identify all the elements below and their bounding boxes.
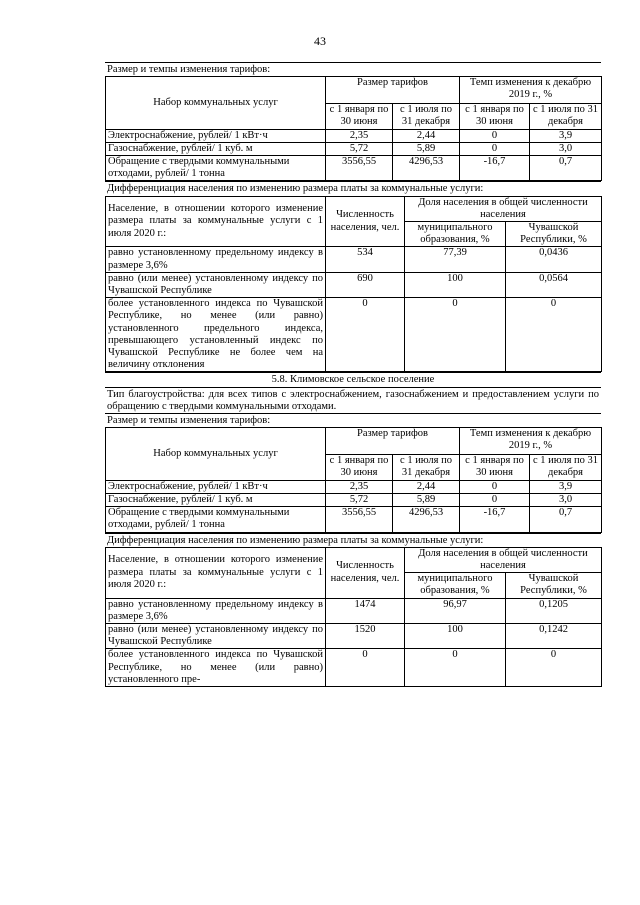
col-service-header: Набор коммунальных услуг [106,77,326,129]
sub-republic-header: Чувашской Республики, % [506,573,602,598]
section-title: 5.8. Климовское сельское поселение [105,372,601,386]
tariff-heading: Размер и темпы изменения тарифов: [105,413,601,427]
rate-value: 3,0 [530,493,602,506]
col-count-header: Численность населения, чел. [326,547,405,598]
tariff-heading: Размер и темпы изменения тарифов: [105,62,601,76]
col-size-header: Размер тарифов [326,77,460,104]
republic-share: 0,1205 [506,598,602,623]
population-label: равно (или менее) установленному индексу по Чувашской Республике [106,623,326,648]
rate-value: 3,9 [530,480,602,493]
population-label: равно (или менее) установленному индексу по Чувашской Республике [106,272,326,297]
tariff-table [105,76,602,181]
sub-municipal-header: муниципального образования, % [405,573,506,598]
table-row [106,129,602,142]
rate-value: 0,7 [530,156,602,181]
population-count: 1520 [326,623,405,648]
tariff-value: 2,35 [326,129,393,142]
municipal-share: 100 [405,272,506,297]
col-rate-header: Темп изменения к декабрю 2019 г., % [460,77,602,104]
sub-jan-header: с 1 января по 30 июня [460,104,530,129]
diff-heading: Дифференциация населения по изменению размера платы за коммунальные услуги: [105,533,601,547]
population-table [105,547,602,687]
rate-value: 0,7 [530,507,602,532]
rate-value: 0 [460,493,530,506]
municipal-share: 77,39 [405,247,506,272]
tariff-value: 2,44 [393,129,460,142]
population-count: 1474 [326,598,405,623]
rate-value: 0 [460,142,530,155]
table-row [106,298,602,372]
sub-municipal-header: муниципального образования, % [405,222,506,247]
service-name: Газоснабжение, рублей/ 1 куб. м [106,493,326,506]
service-name: Газоснабжение, рублей/ 1 куб. м [106,142,326,155]
col-service-header: Набор коммунальных услуг [106,428,326,480]
rate-value: -16,7 [460,156,530,181]
service-name: Электроснабжение, рублей/ 1 кВт·ч [106,129,326,142]
sub-republic-header: Чувашской Республики, % [506,222,602,247]
table-row [106,480,602,493]
service-name: Обращение с твердыми коммунальными отходами, рублей/ 1 тонна [106,156,326,181]
sub-jan-header: с 1 января по 30 июня [460,455,530,480]
republic-share: 0,0436 [506,247,602,272]
col-count-header: Численность населения, чел. [326,196,405,247]
table-row [106,507,602,532]
rate-value: 0 [460,480,530,493]
rate-value: 3,0 [530,142,602,155]
col-rate-header: Темп изменения к декабрю 2019 г., % [460,428,602,455]
table-row [106,493,602,506]
sub-jul-header: с 1 июля по 31 декабря [393,455,460,480]
population-count: 0 [326,298,405,372]
sub-jul-header: с 1 июля по 31 декабря [530,104,602,129]
diff-heading: Дифференциация населения по изменению размера платы за коммунальные услуги: [105,181,601,195]
population-count: 534 [326,247,405,272]
table-row [106,247,602,272]
document-body [105,62,601,687]
table-row [106,142,602,155]
table-row [106,623,602,648]
population-label: равно установленному предельному индексу в размере 3,6% [106,598,326,623]
sub-jan-header: с 1 января по 30 июня [326,104,393,129]
col-share-header: Доля населения в общей численности населения [405,196,602,221]
tariff-value: 2,44 [393,480,460,493]
municipal-share: 0 [405,649,506,687]
sub-jan-header: с 1 января по 30 июня [326,455,393,480]
municipal-share: 100 [405,623,506,648]
col-population-header: Население, в отношении которого изменение размера платы за коммунальные услуги с 1 июля 2020 г.: [106,547,326,598]
republic-share: 0 [506,298,602,372]
population-label: более установленного индекса по Чувашской Республике, но менее (или равно) установленного предельного индекса, превышающего установленный индекс по Чувашской Республике не более чем на величину отклонения [106,298,326,372]
municipal-share: 0 [405,298,506,372]
republic-share: 0,1242 [506,623,602,648]
population-label: более установленного индекса по Чувашской Республике, но менее (или равно) установленного пре- [106,649,326,687]
rate-value: -16,7 [460,507,530,532]
service-name: Электроснабжение, рублей/ 1 кВт·ч [106,480,326,493]
sub-jul-header: с 1 июля по 31 декабря [393,104,460,129]
col-size-header: Размер тарифов [326,428,460,455]
population-table [105,196,602,373]
tariff-value: 5,72 [326,142,393,155]
table-row [106,649,602,687]
tariff-value: 4296,53 [393,156,460,181]
population-label: равно установленному предельному индексу в размере 3,6% [106,247,326,272]
table-row [106,272,602,297]
tariff-value: 5,72 [326,493,393,506]
republic-share: 0 [506,649,602,687]
rate-value: 3,9 [530,129,602,142]
service-name: Обращение с твердыми коммунальными отходами, рублей/ 1 тонна [106,507,326,532]
tariff-value: 5,89 [393,493,460,506]
rate-value: 0 [460,129,530,142]
tariff-value: 2,35 [326,480,393,493]
tariff-value: 3556,55 [326,156,393,181]
col-share-header: Доля населения в общей численности населения [405,547,602,572]
col-population-header: Население, в отношении которого изменение размера платы за коммунальные услуги с 1 июля 2020 г.: [106,196,326,247]
population-count: 690 [326,272,405,297]
table-row [106,598,602,623]
municipal-share: 96,97 [405,598,506,623]
page-number: 43 [314,34,326,48]
tariff-table [105,427,602,532]
tariff-value: 4296,53 [393,507,460,532]
tariff-value: 3556,55 [326,507,393,532]
sub-jul-header: с 1 июля по 31 декабря [530,455,602,480]
population-count: 0 [326,649,405,687]
improvement-type: Тип благоустройства: для всех типов с электроснабжением, газоснабжением и предоставлением услуги по обращению с твердыми коммунальными отходами. [107,388,599,412]
table-row [106,156,602,181]
tariff-value: 5,89 [393,142,460,155]
republic-share: 0,0564 [506,272,602,297]
